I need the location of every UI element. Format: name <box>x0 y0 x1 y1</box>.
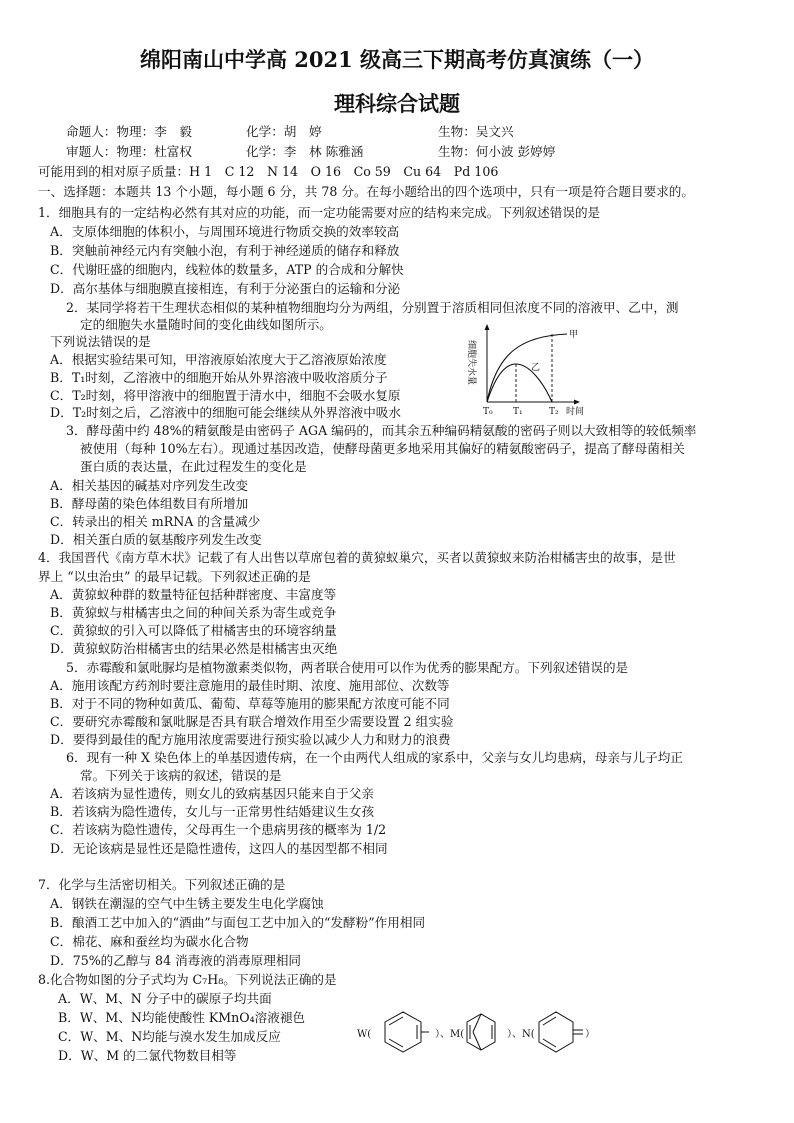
proposer-chemistry: 化学：胡 婷 <box>246 124 322 139</box>
q4-option-b: B．黄猄蚁与柑橘害虫之间的种间关系为寄生或竞争 <box>50 605 337 620</box>
curve-label-jia: 甲 <box>569 330 579 340</box>
q5-option-d: D．要得到最佳的配方施用浓度需要进行预实验以减少人力和财力的浪费 <box>50 732 451 747</box>
q7-option-a: A．钢铁在潮湿的空气中生锈主要发生电化学腐蚀 <box>50 896 324 911</box>
q1-option-d: D．高尔基体与细胞膜直接相连，有利于分泌蛋白的运输和分泌 <box>50 281 401 296</box>
q2-option-d: D．T₂时刻之后，乙溶液中的细胞可能会继续从外界溶液中吸水 <box>50 405 401 420</box>
question-1-stem: 1．细胞具有的一定结构必然有其对应的功能，而一定功能需要对应的结构来完成。下列叙述错误的是 <box>38 205 601 220</box>
question-2-stem-2: 定的细胞失水量随时间的变化曲线如图所示。 <box>80 317 332 332</box>
atomic-masses: 可能用到的相对原子质量：H 1 C 12 N 14 O 16 Co 59 Cu 64 Pd 106 <box>38 164 499 179</box>
question-2-stem-1: 2．某同学将若干生理状态相似的某种植物细胞均分为两组，分别置于溶质相同但浓度不同的溶液甲、乙中，测 <box>66 300 679 315</box>
question-4-stem-1: 4．我国晋代《南方草木状》记载了有人出售以草席包着的黄猄蚁巢穴，买者以黄猄蚁来防治柑橘害虫的故事，是世 <box>38 550 676 565</box>
q6-option-a: A．若该病为显性遗传，则女儿的致病基因只能来自于父亲 <box>50 786 374 801</box>
question-5-stem: 5．赤霉酸和氯吡脲均是植物激素类似物，两者联合使用可以作为优秀的膨果配方。下列叙述错误的是 <box>66 660 629 675</box>
molecule-structures-figure <box>355 1006 615 1062</box>
q1-option-a: A．支原体细胞的体积小，与周围环境进行物质交换的效率较高 <box>50 224 400 239</box>
q5-option-a: A．施用该配方药剂时要注意施用的最佳时期、浓度、施用部位、次数等 <box>50 678 450 693</box>
q3-option-d: D．相关蛋白质的氨基酸序列发生改变 <box>50 532 262 547</box>
q2-option-b: B．T₁时刻，乙溶液中的细胞开始从外界溶液中吸收溶质分子 <box>50 370 388 385</box>
q3-option-c: C．转录出的相关 mRNA 的含量减少 <box>50 514 261 529</box>
q4-option-c: C．黄猄蚁的引入可以降低了柑橘害虫的环境容纳量 <box>50 623 337 638</box>
q2-option-a: A．根据实验结果可知，甲溶液原始浓度大于乙溶液原始浓度 <box>50 352 387 367</box>
q4-option-d: D．黄猄蚁防治柑橘害虫的结果必然是柑橘害虫灭绝 <box>50 641 338 656</box>
q3-option-a: A．相关基因的碱基对序列发生改变 <box>50 478 249 493</box>
q1-option-b: B．突触前神经元内有突触小泡，有利于神经递质的储存和释放 <box>50 243 400 258</box>
water-loss-figure <box>452 322 600 420</box>
q7-option-d: D．75%的乙醇与 84 消毒液的消毒原理相同 <box>50 953 302 968</box>
x-axis-label: 时间 <box>566 407 585 417</box>
page-title: 绵阳南山中学高 2021 级高三下期高考仿真演练（一） <box>139 47 655 72</box>
q7-option-c: C．棉花、麻和蚕丝均为碳水化合物 <box>50 934 249 949</box>
question-7-stem: 7．化学与生活密切相关。下列叙述正确的是 <box>38 877 286 892</box>
reviewer-biology: 生物：何小波 彭婷婷 <box>438 144 556 159</box>
y-axis-arrow <box>485 324 490 330</box>
page-subtitle: 理科综合试题 <box>334 91 460 116</box>
label-n: ）、N( <box>507 1029 535 1040</box>
proposer-biology: 生物：吴文兴 <box>438 124 514 139</box>
molecule-n <box>539 1012 583 1052</box>
q7-option-b: B．酿酒工艺中加入的“酒曲”与面包工艺中加入的“发酵粉”作用相同 <box>50 915 426 930</box>
label-close: ） <box>585 1029 595 1040</box>
question-6-stem-2: 常。下列关于该病的叙述，错误的是 <box>80 768 282 783</box>
question-4-stem-2: 界上 “以虫治虫” 的最早记载。下列叙述正确的是 <box>38 569 311 584</box>
question-3-stem-1: 3．酵母菌中约 48%的精氨酸是由密码子 AGA 编码的，而其余五种编码精氨酸的密码子则以大致相等的较低频率 <box>66 423 697 438</box>
q1-option-c: C．代谢旺盛的细胞内，线粒体的数量多，ATP 的合成和分解快 <box>50 262 404 277</box>
y-axis-label: 细胞失水量 <box>466 340 476 386</box>
q8-option-a: A．W、M、N 分子中的碳原子均共面 <box>58 991 272 1006</box>
question-6-stem-1: 6．现有一种 X 染色体上的单基因遗传病，在一个由两代人组成的家系中，父亲与女儿均患病，母亲与儿子均正 <box>66 750 683 765</box>
reviewer-physics: 审题人：物理：杜富权 <box>66 144 192 159</box>
q4-option-a: A．黄猄蚁种群的数量特征包括种群密度、丰富度等 <box>50 587 337 602</box>
q8-option-b: B．W、M、N均能使酸性 KMnO₄溶液褪色 <box>58 1010 306 1025</box>
question-3-stem-3: 蛋白质的表达量，在此过程发生的变化是 <box>80 459 307 474</box>
question-8-stem: 8.化合物如图的分子式均为 C₇H₈。下列说法正确的是 <box>38 972 337 987</box>
q8-option-c: C．W、M、N均能与溴水发生加成反应 <box>58 1029 281 1044</box>
curve-yi <box>487 364 552 402</box>
label-w: W( <box>357 1029 372 1040</box>
question-3-stem-2: 被使用（每种 10%左右）。现通过基因改造，使酵母菌更多地采用其偏好的精氨酸密码子，提高了酵母菌相关 <box>80 441 686 456</box>
section-heading: 一、选择题：本题共 13 个小题，每小题 6 分，共 78 分。在每小题给出的四个选项中，只有一项是符合题目要求的。 <box>38 184 694 199</box>
curve-label-yi: 乙 <box>531 363 541 373</box>
x-axis-arrow <box>574 400 580 405</box>
label-m: ）、M( <box>435 1029 465 1040</box>
tick-t1: T₁ <box>513 407 523 417</box>
q5-option-b: B．对于不同的物种如黄瓜、葡萄、草莓等施用的膨果配方浓度可能不同 <box>50 696 450 711</box>
q6-option-d: D．无论该病是显性还是隐性遗传，这四人的基因型都不相同 <box>50 841 388 856</box>
q2-option-c: C．T₂时刻，将甲溶液中的细胞置于清水中，细胞不会吸水复原 <box>50 388 401 403</box>
proposer-physics: 命题人：物理：李 毅 <box>66 124 192 139</box>
molecule-w <box>385 1012 429 1052</box>
q8-option-d: D．W、M 的二氯代物数目相等 <box>58 1048 237 1063</box>
q6-option-b: B．若该病为隐性遗传，女儿与一正常男性结婚建议生女孩 <box>50 804 375 819</box>
tick-t0: T₀ <box>483 407 493 417</box>
reviewer-chemistry: 化学：李 林 陈雅涵 <box>246 144 364 159</box>
question-2-ask: 下列说法错误的是 <box>50 334 151 349</box>
q6-option-c: C．若该病为隐性遗传，父母再生一个患病男孩的概率为 1/2 <box>50 822 387 837</box>
molecule-m <box>467 1014 495 1050</box>
q5-option-c: C．要研究赤霉酸和氯吡脲是否具有联合增效作用至少需要设置 2 组实验 <box>50 714 454 729</box>
q3-option-b: B．酵母菌的染色体组数目有所增加 <box>50 496 249 511</box>
tick-t2: T₂ <box>549 407 559 417</box>
